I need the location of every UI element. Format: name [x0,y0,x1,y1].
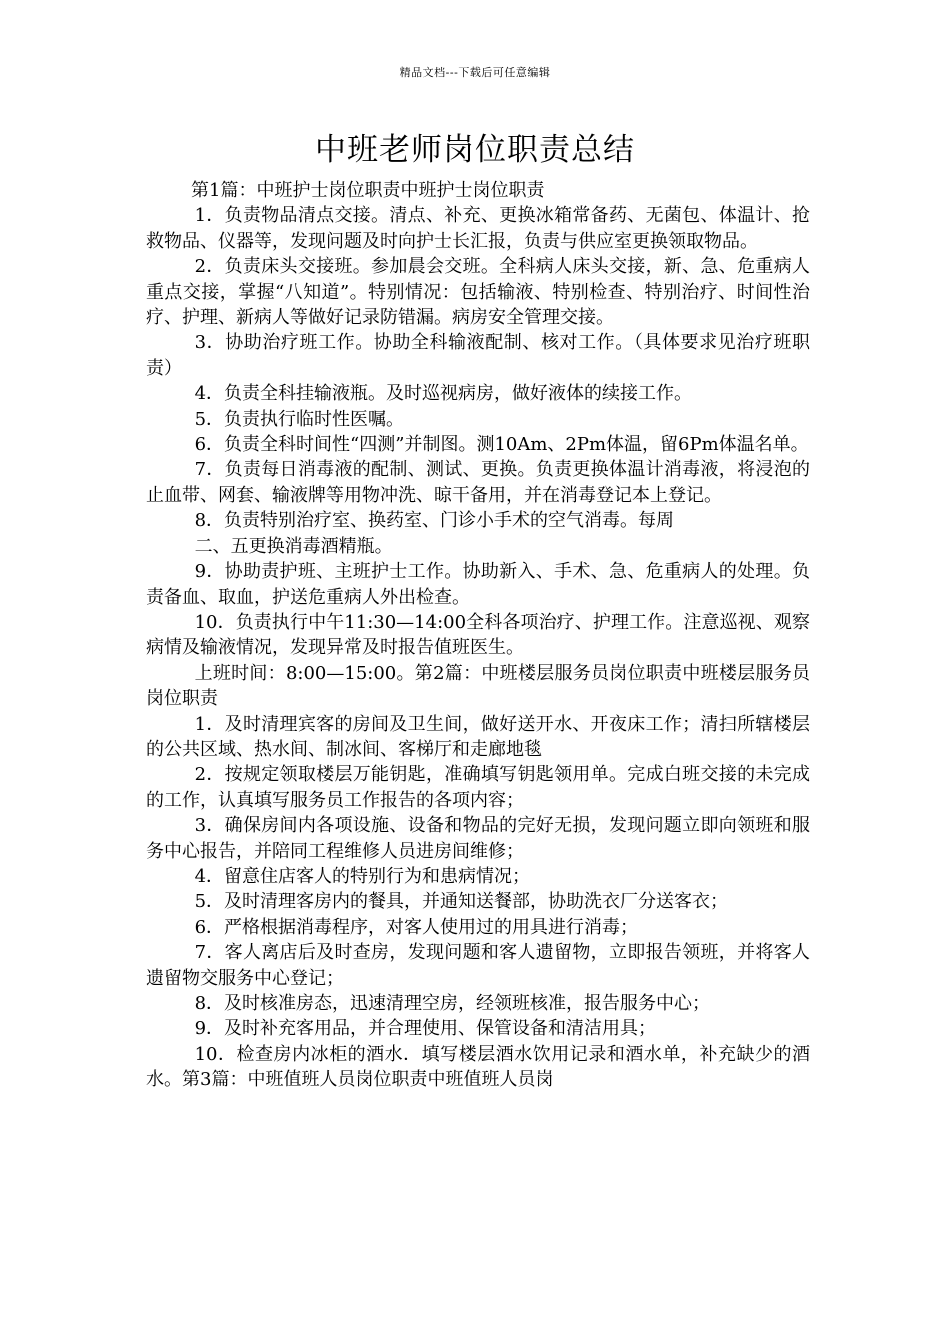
paragraph: 5．及时清理客房内的餐具，并通知送餐部，协助洗衣厂分送客衣； [194,891,729,913]
paragraph: 3．确保房间内各项设施、设备和物品的完好无损，发现问题立即向领班和服务中心报告，并陪同工程维修人员进房间维修； [146,815,810,862]
paragraph: 9．及时补充客用品，并合理使用、保管设备和清洁用具； [194,1018,657,1040]
paragraph: 7．负责每日消毒液的配制、测试、更换。负责更换体温计消毒液，将浸泡的止血带、网套、输液牌等用物冲洗、晾干备用，并在消毒登记本上登记。 [146,459,810,506]
document-title: 中班老师岗位职责总结 [315,132,635,168]
document-body [146,178,810,1093]
paragraph: 3．协助治疗班工作。协助全科输液配制、核对工作。（具体要求见治疗班职责） [146,332,810,379]
paragraph: 10．负责执行中午11:30—14:00全科各项治疗、护理工作。注意巡视、观察病情及输液情况，发现异常及时报告值班医生。 [146,611,810,659]
paragraph: 6．严格根据消毒程序，对客人使用过的用具进行消毒； [194,916,639,938]
paragraph: 10．检查房内冰柜的酒水．填写楼层酒水饮用记录和酒水单，补充缺少的酒水。第3篇：中班值班人员岗位职责中班值班人员岗 [146,1043,810,1091]
paragraph: 二、五更换消毒酒精瓶。 [194,535,393,557]
paragraph: 9．协助责护班、主班护士工作。协助新入、手术、急、危重病人的处理。负责备血、取血，护送危重病人外出检查。 [146,561,810,608]
paragraph: 5．负责执行临时性医嘱。 [194,408,405,430]
paragraph: 第1篇：中班护士岗位职责中班护士岗位职责 [191,180,545,201]
paragraph: 1．负责物品清点交接。清点、补充、更换冰箱常备药、无菌包、体温计、抢救物品、仪器等，发现问题及时向护士长汇报，负责与供应室更换领取物品。 [146,205,810,252]
paragraph: 2．按规定领取楼层万能钥匙，准确填写钥匙领用单。完成白班交接的未完成的工作，认真填写服务员工作报告的各项内容； [146,764,810,811]
paragraph: 6．负责全科时间性“四测”并制图。测10Am、2Pm体温，留6Pm体温名单。 [194,434,809,456]
paragraph: 8．及时核准房态，迅速清理空房，经领班核准，报告服务中心； [194,993,711,1014]
paragraph: 4．负责全科挂输液瓶。及时巡视病房，做好液体的续接工作。 [194,383,693,405]
paragraph: 上班时间：8:00—15:00。第2篇：中班楼层服务员岗位职责中班楼层服务员岗位职责 [146,662,810,710]
paragraph: 8．负责特别治疗室、换药室、门诊小手术的空气消毒。每周 [194,510,675,532]
paragraph: 1．及时清理宾客的房间及卫生间，做好送开水、开夜床工作；清扫所辖楼层的公共区域、热水间、制冰间、客梯厅和走廊地毯 [146,713,810,760]
paragraph: 4．留意住店客人的特别行为和患病情况； [194,865,531,887]
paragraph: 2．负责床头交接班。参加晨会交班。全科病人床头交接，新、急、危重病人重点交接，掌握“八知道”。特别情况：包括输液、特别检查、特别治疗、时间性治疗、护理、新病人等做好记录防错漏。病房安全管理交接。 [146,256,810,329]
page-header: 精品文档---下载后可任意编辑 [399,66,551,79]
paragraph: 7．客人离店后及时查房，发现问题和客人遗留物，立即报告领班，并将客人遗留物交服务中心登记； [146,942,810,989]
